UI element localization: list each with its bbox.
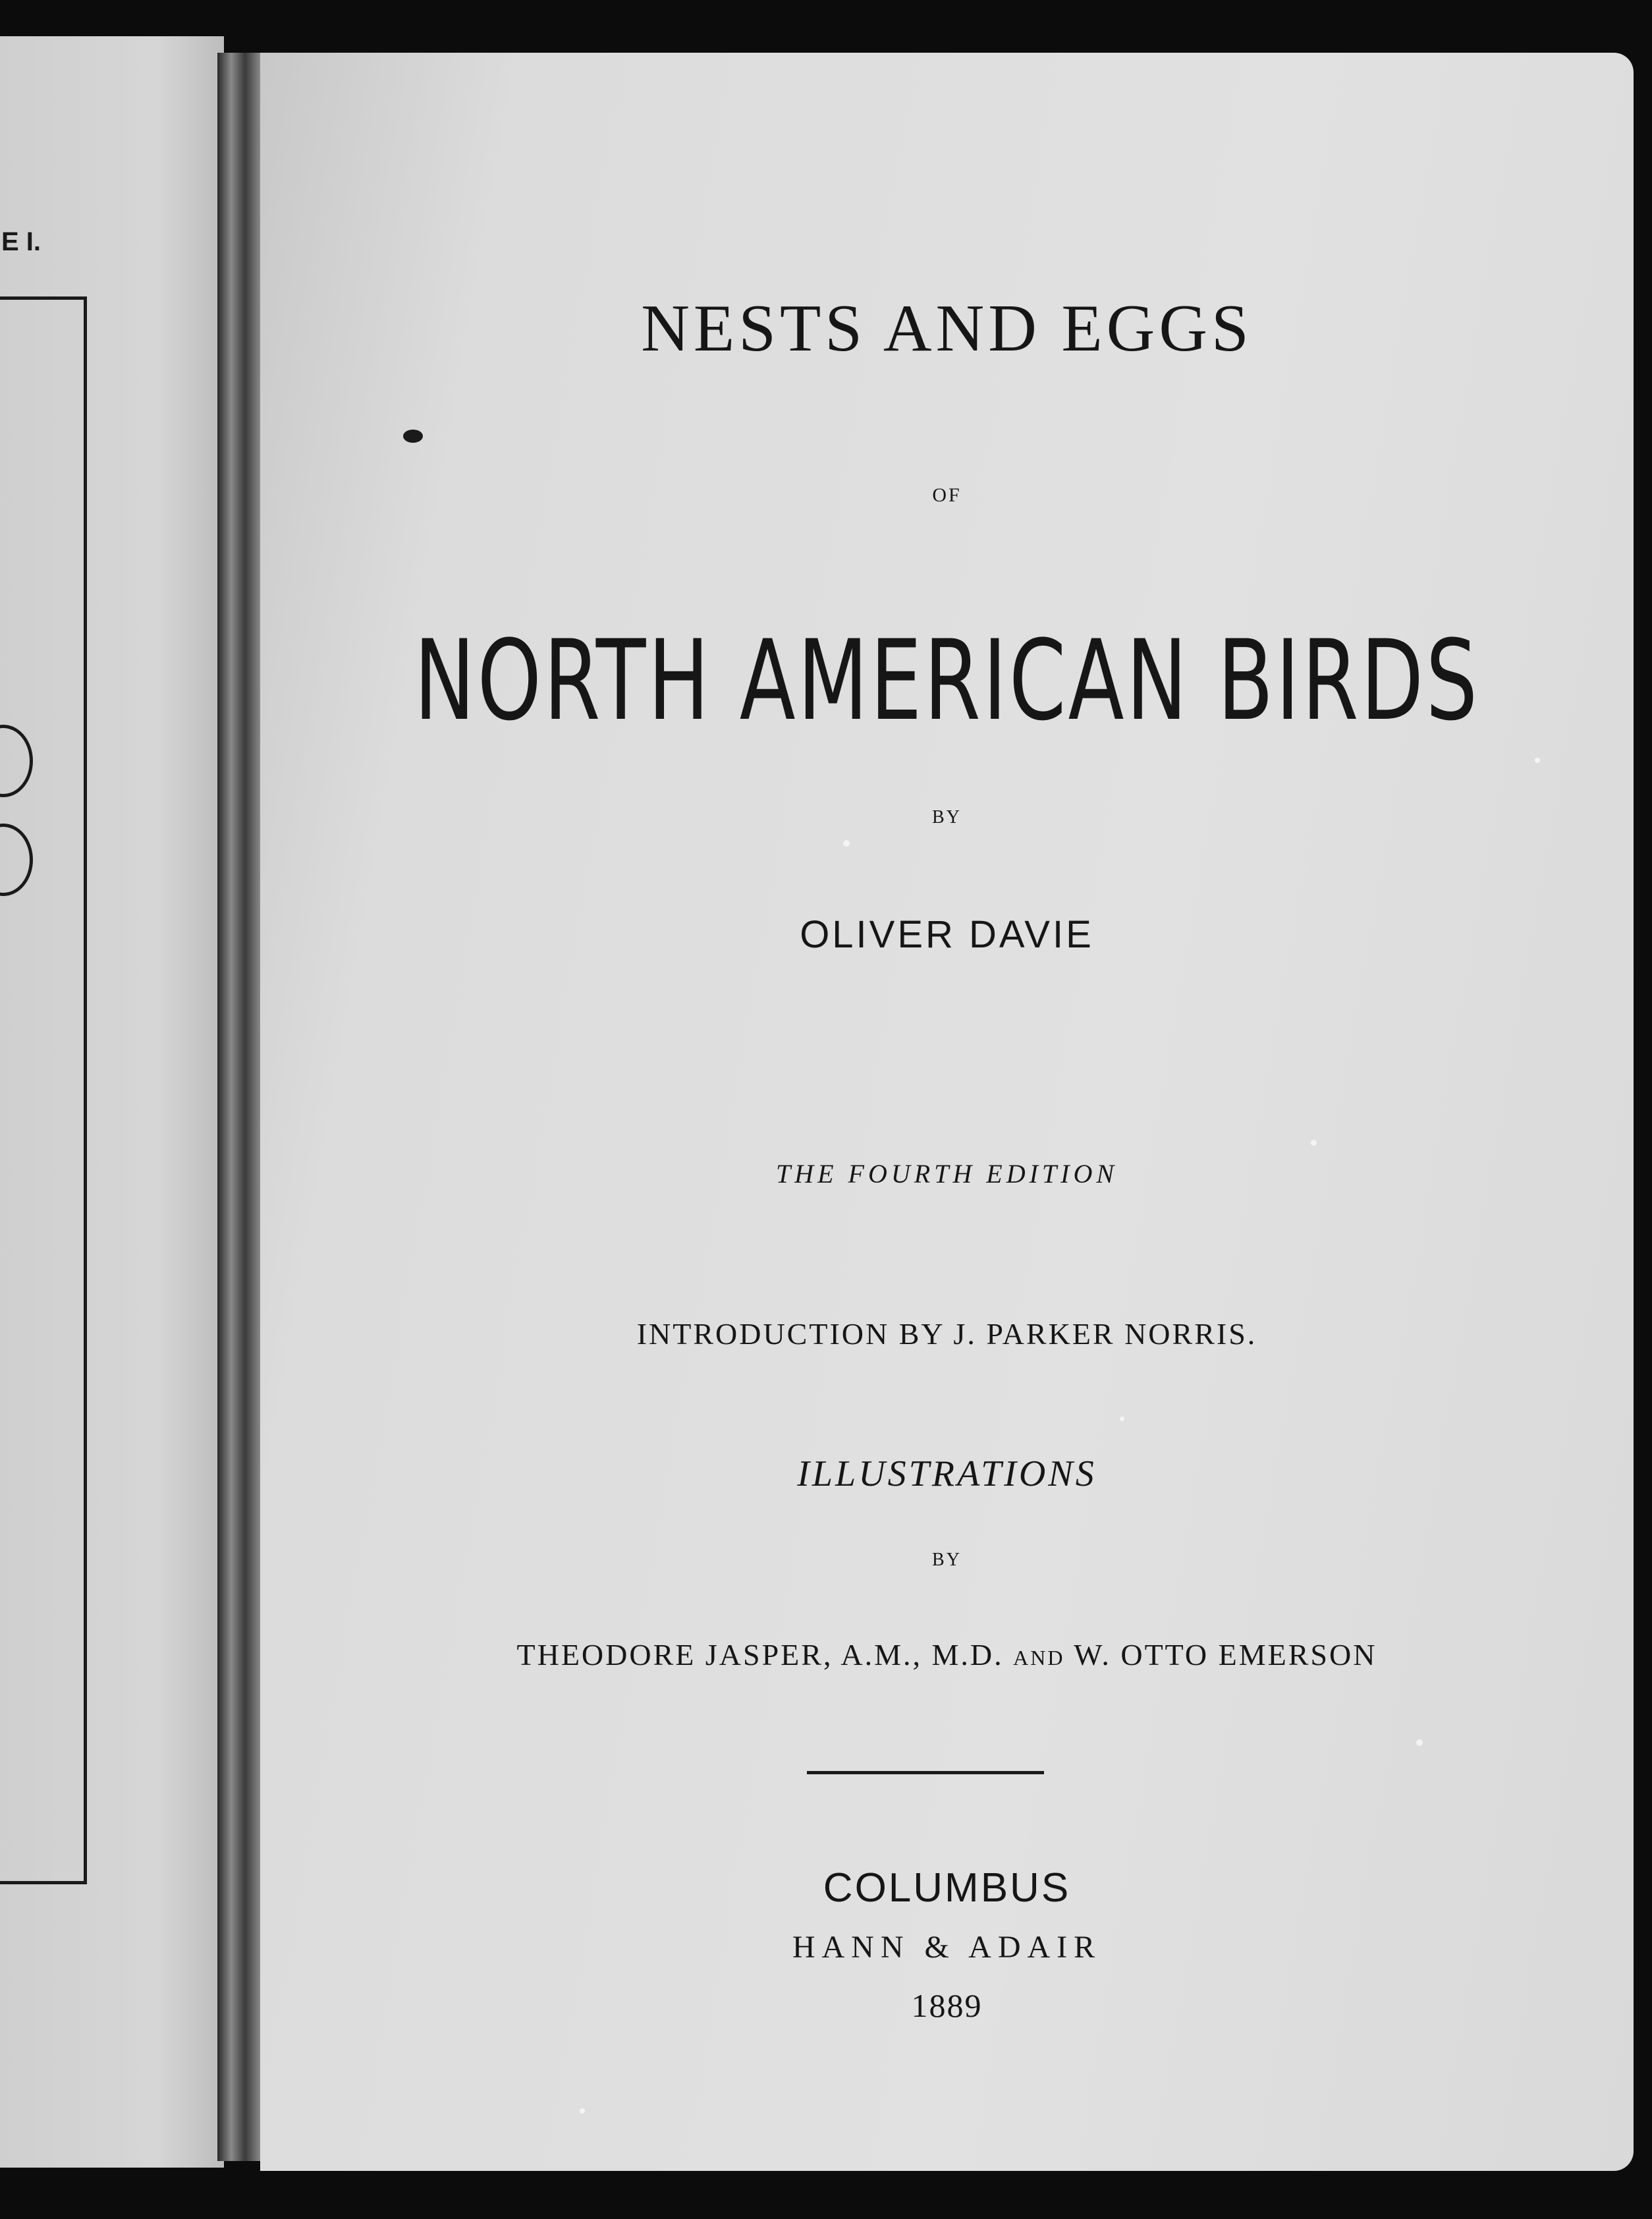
introduction-credit: INTRODUCTION BY J. PARKER NORRIS. — [636, 1317, 1257, 1351]
scan-speck — [1120, 1417, 1124, 1421]
scan-speck — [1535, 758, 1540, 763]
edition-label: THE FOURTH EDITION — [775, 1159, 1118, 1189]
book-subject: NORTH AMERICAN BIRDS — [414, 616, 1480, 745]
left-page-fragment: E I. — [1, 227, 41, 256]
publisher-city: COLUMBUS — [823, 1865, 1071, 1911]
scan-speck — [1416, 1739, 1423, 1746]
and-connector: AND — [1013, 1646, 1065, 1670]
illustrators-credit — [260, 1637, 1634, 1672]
scan-speck — [843, 840, 850, 847]
scan-speck — [580, 2108, 585, 2114]
book-title: NESTS AND EGGS — [641, 291, 1253, 366]
left-page-frame — [0, 296, 87, 1884]
title-page — [260, 53, 1634, 2171]
publisher-name: HANN & ADAIR — [792, 1930, 1102, 1965]
ink-blot — [403, 430, 423, 443]
scan-speck — [1311, 1140, 1317, 1146]
illustrations-heading: ILLUSTRATIONS — [797, 1453, 1097, 1494]
author-name: OLIVER DAVIE — [800, 913, 1094, 956]
title-connector: OF — [932, 484, 962, 506]
book-gutter — [217, 53, 263, 2161]
by-label: BY — [932, 807, 962, 828]
publication-year: 1889 — [911, 1987, 983, 2024]
by-label: BY — [932, 1550, 962, 1570]
illustrator-name: THEODORE JASPER, A.M., M.D. — [516, 1638, 1004, 1671]
illustrator-name: W. OTTO EMERSON — [1074, 1638, 1377, 1671]
divider-rule — [807, 1771, 1044, 1774]
